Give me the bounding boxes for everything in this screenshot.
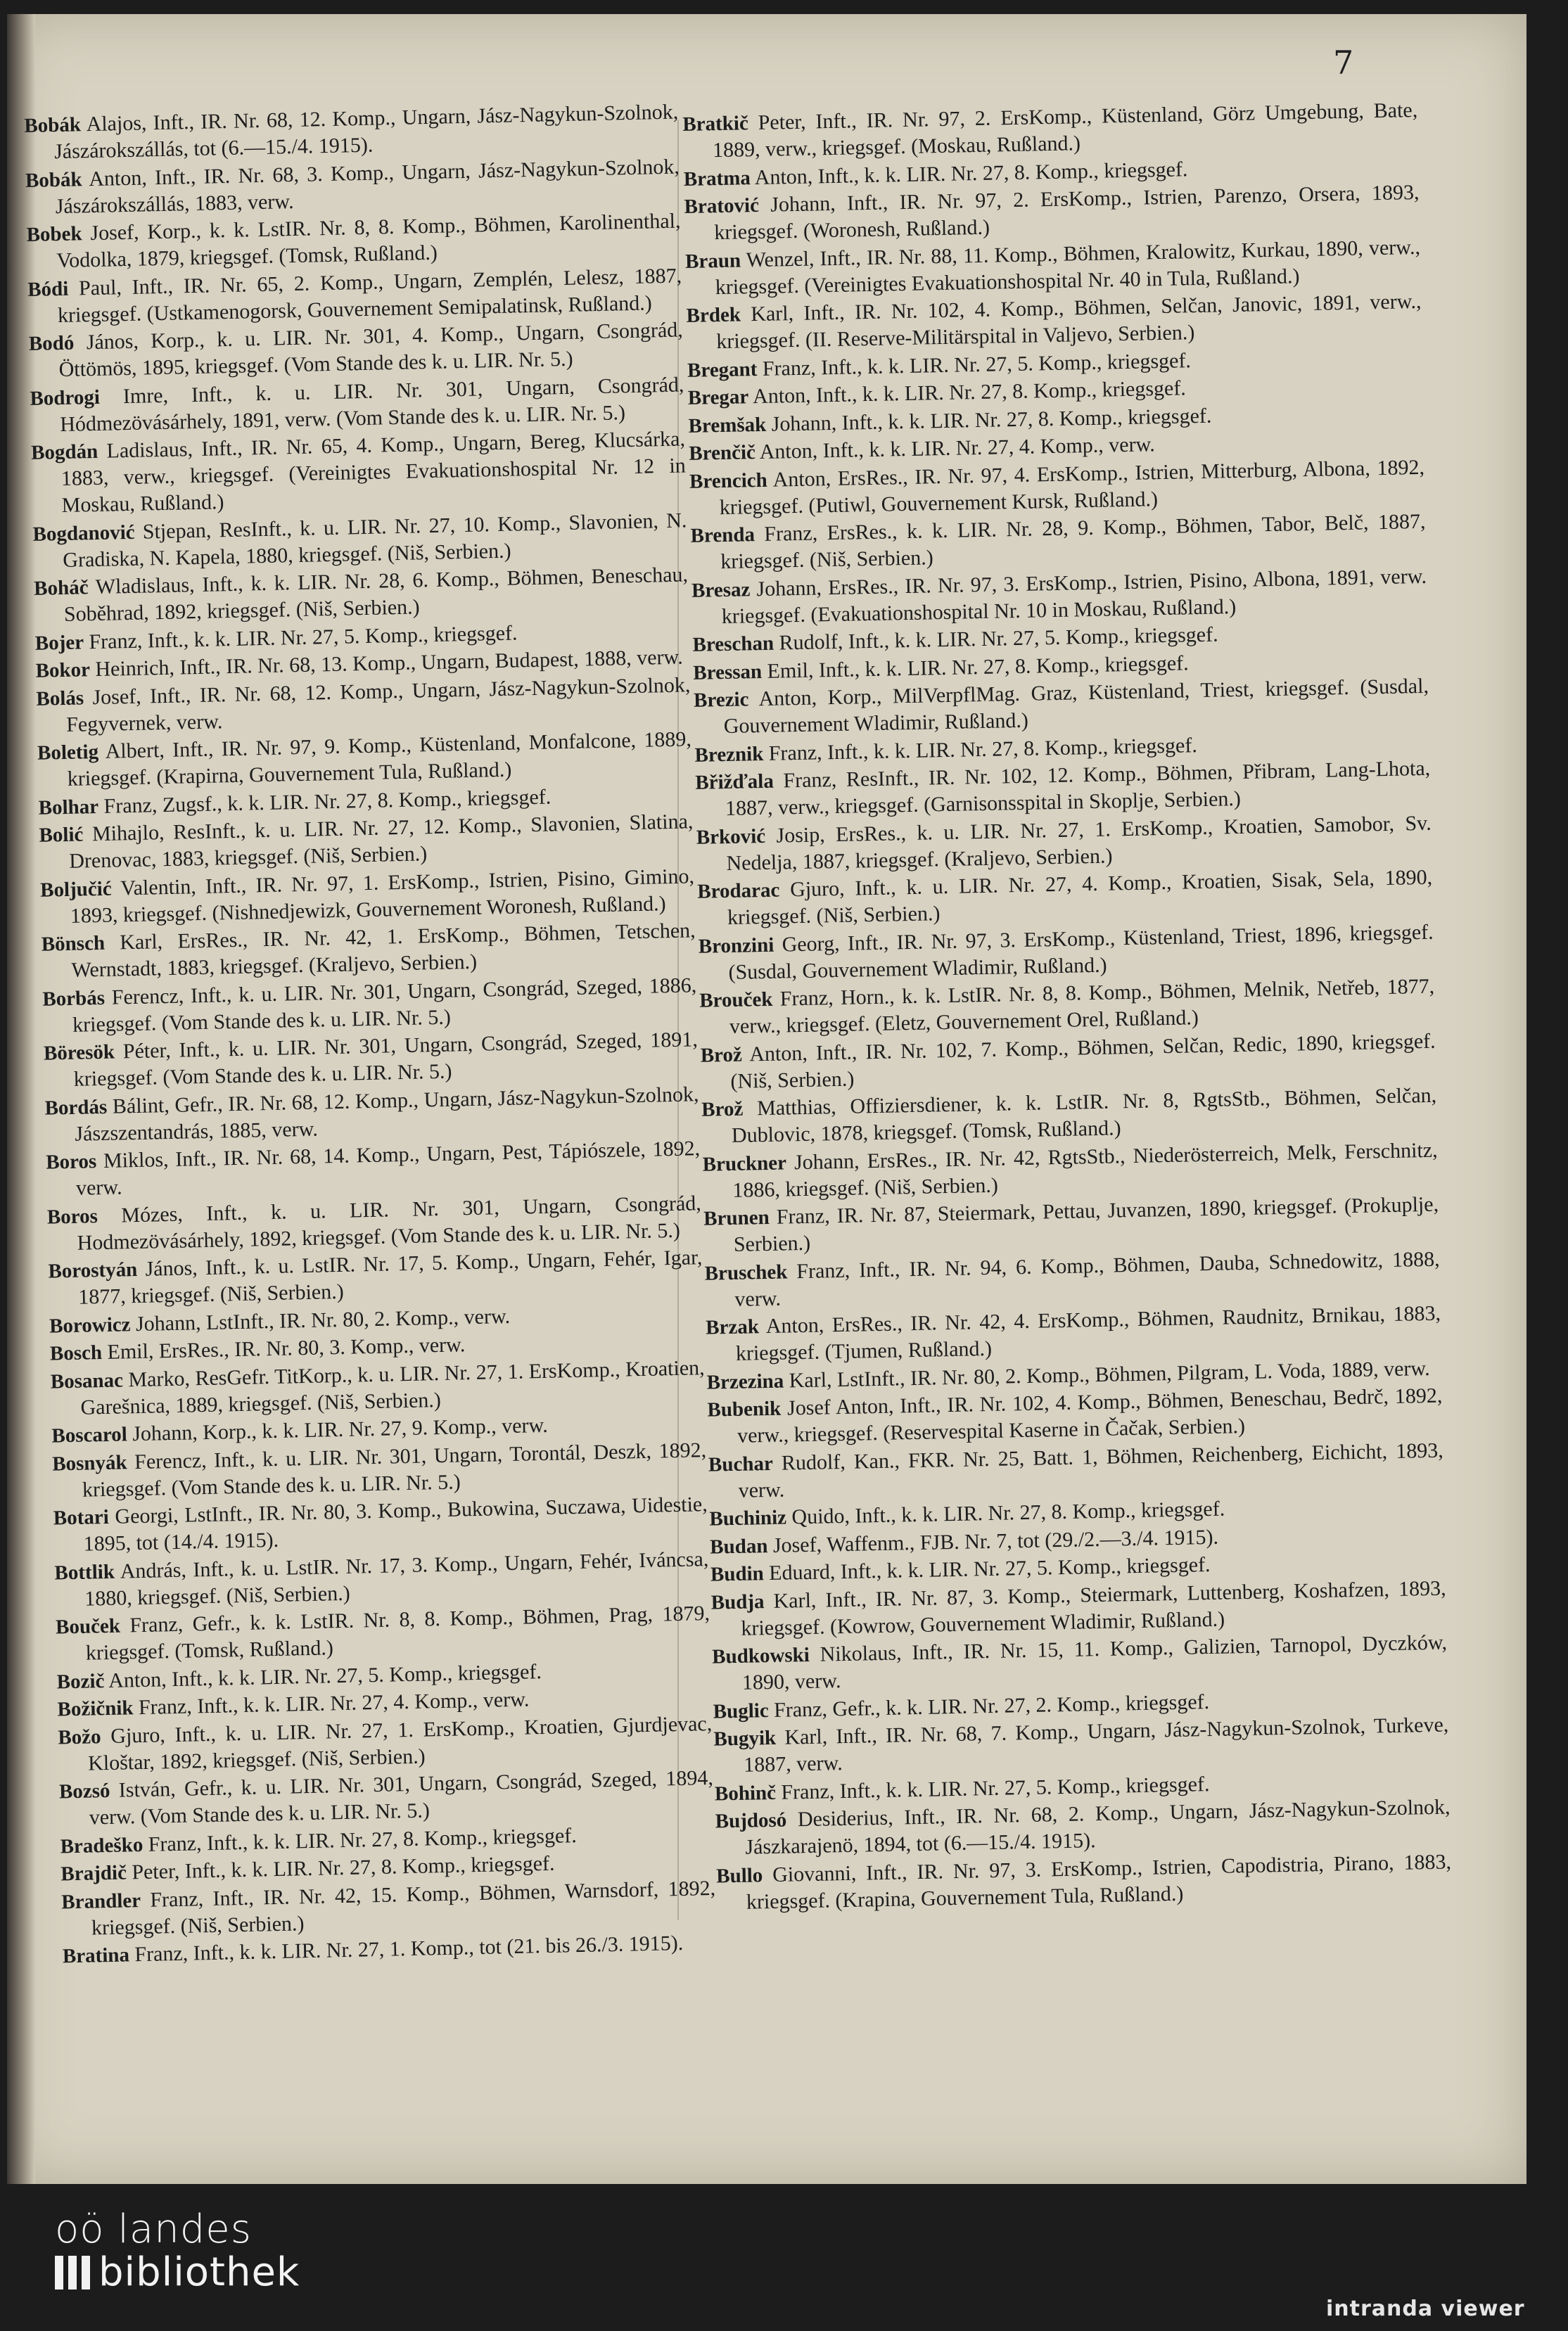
entry-details: Johann, Korp., k. k. LIR. Nr. 27, 9. Komp., verw. — [132, 1413, 549, 1446]
entry-surname: Borbás — [42, 986, 106, 1011]
entry-details: Franz, Gefr., k. k. LstIR. Nr. 8, 8. Komp., Böhmen, Prag, 1879, kriegsgef. (Tomsk, Rußland.) — [85, 1602, 710, 1665]
entry-details: Georgi, LstInft., IR. Nr. 80, 3. Komp., Bukowina, Suczawa, Uidestie, 1895, tot (14./4. 1915). — [83, 1493, 708, 1556]
entry-surname: Brencich — [689, 468, 768, 493]
entry-surname: Bosanac — [50, 1368, 124, 1393]
entry-details: Franz, Inft., k. k. LIR. Nr. 27, 5. Komp., kriegsgef. — [781, 1772, 1210, 1804]
entry-details: Ladislaus, Inft., IR. Nr. 65, 4. Komp., Ungarn, Bereg, Klucsárka, 1883, verw., kriegsgef. (Vereinigtes Evakuationshospital Nr. 12 in Moskau, Rußland.) — [60, 427, 687, 517]
entry-surname: Bogdanović — [32, 521, 135, 546]
entry-details: Marko, ResGefr. TitKorp., k. u. LIR. Nr. 27, 1. ErsKomp., Kroatien, Garešnica, 1889, kriegsgef. (Niš, Serbien.) — [80, 1355, 705, 1419]
entry-surname: Böresök — [43, 1040, 115, 1065]
entry-details: Stjepan, ResInft., k. u. LIR. Nr. 27, 10. Komp., Slavonien, N. Gradiska, N. Kapela, 1880, kriegsgef. (Niš, Serbien.) — [62, 508, 687, 572]
logo-line-top: oö landes — [55, 2207, 252, 2252]
entry-details: Rudolf, Inft., k. k. LIR. Nr. 27, 5. Komp., kriegsgef. — [779, 622, 1218, 655]
entry-surname: Budkowski — [711, 1643, 810, 1668]
entry-details: Anton, Inft., IR. Nr. 102, 7. Komp., Böhmen, Selčan, Redic, 1890, kriegsgef. (Niš, Serbien.) — [730, 1029, 1436, 1093]
entry-details: Mózes, Inft., k. u. LIR. Nr. 301, Ungarn, Csongrád, Hodmezövásárhely, 1892, kriegsgef. (Vom Stande des k. u. LIR. Nr. 5.) — [77, 1191, 702, 1255]
entry-details: Anton, Inft., k. k. LIR. Nr. 27, 8. Komp., kriegsgef. — [752, 376, 1187, 409]
entry-details: Peter, Inft., k. k. LIR. Nr. 27, 8. Komp., kriegsgef. — [132, 1851, 555, 1884]
entry-details: Franz, IR. Nr. 87, Steiermark, Pettau, Juvanzen, 1890, kriegsgef. (Prokuplje, Serbien.) — [733, 1192, 1439, 1256]
register-entry — [31, 426, 687, 519]
entry-surname: Bodrogi — [30, 385, 101, 410]
entry-surname: Braun — [684, 248, 741, 273]
entry-details: Alajos, Inft., IR. Nr. 68, 12. Komp., Ungarn, Jász-Nagykun-Szolnok, Jászárokszállás, tot (6.—15./4. 1915). — [53, 100, 679, 164]
entry-surname: Brković — [696, 824, 766, 849]
entry-surname: Bogdán — [30, 440, 98, 464]
entry-surname: Brzezina — [706, 1369, 784, 1394]
entry-details: Heinrich, Inft., IR. Nr. 68, 13. Komp., Ungarn, Budapest, 1888, verw. — [95, 645, 684, 682]
entry-details: Johann, LstInft., IR. Nr. 80, 2. Komp., verw. — [135, 1304, 511, 1336]
entry-surname: Bradeško — [60, 1833, 144, 1858]
entry-surname: Bruschek — [704, 1260, 788, 1285]
entry-surname: Bódi — [27, 277, 69, 301]
entry-details: Anton, Inft., k. k. LIR. Nr. 27, 8. Komp., kriegsgef. — [754, 157, 1188, 189]
entry-surname: Bratkič — [682, 112, 749, 136]
entry-surname: Buglic — [713, 1699, 769, 1723]
entry-details: Anton, ErsRes., IR. Nr. 42, 4. ErsKomp., Böhmen, Raudnitz, Brnikau, 1883, kriegsgef. (Tjumen, Rußland.) — [735, 1301, 1441, 1365]
entry-details: Emil, Inft., k. k. LIR. Nr. 27, 8. Komp., kriegsgef. — [767, 651, 1189, 683]
entry-surname: Bozsó — [58, 1779, 110, 1803]
entry-surname: Bouček — [55, 1614, 121, 1639]
entry-surname: Bottlik — [54, 1560, 115, 1585]
entry-details: Valentin, Inft., IR. Nr. 97, 1. ErsKomp., Istrien, Pisino, Gimino, 1893, kriegsgef. (Nishnedjewizk, Gouvernement Woronesh, Rußland.) — [70, 864, 695, 928]
entry-details: Ferencz, Inft., k. u. LIR. Nr. 301, Ungarn, Csongrád, Szeged, 1886, kriegsgef. (Vom Stande des k. u. LIR. Nr. 5.) — [72, 973, 697, 1037]
entry-surname: Botari — [53, 1505, 110, 1530]
entry-details: István, Gefr., k. u. LIR. Nr. 301, Ungarn, Csongrád, Szeged, 1894, verw. (Vom Stande des k. u. LIR. Nr. 5.) — [89, 1766, 714, 1829]
entry-details: Giovanni, Inft., IR. Nr. 97, 3. ErsKomp., Istrien, Capodistria, Pirano, 1883, kriegsgef. (Krapina, Gouvernement Tula, Rußland.) — [746, 1849, 1452, 1914]
entry-surname: Bruckner — [702, 1151, 787, 1176]
entry-surname: Bobák — [25, 167, 82, 192]
entry-surname: Božo — [58, 1725, 101, 1749]
entry-details: Anton, Inft., k. k. LIR. Nr. 27, 4. Komp., verw. — [759, 433, 1156, 464]
entry-surname: Bolić — [39, 823, 84, 847]
entry-surname: Borostyán — [48, 1258, 138, 1283]
entry-surname: Brajdič — [60, 1861, 127, 1886]
entry-surname: Brož — [701, 1097, 744, 1121]
entry-surname: Brandler — [60, 1889, 141, 1913]
entry-surname: Bugyik — [713, 1726, 777, 1751]
entry-details: Karl, LstInft., IR. Nr. 80, 2. Komp., Böhmen, Pilgram, L. Voda, 1889, verw. — [789, 1356, 1430, 1392]
entry-details: Miklos, Inft., IR. Nr. 68, 14. Komp., Ungarn, Pest, Tápiószele, 1892, verw. — [75, 1137, 701, 1200]
entry-details: Matthias, Offiziersdiener, k. k. LstIR. Nr. 8, RgtsStb., Böhmen, Selčan, Dublovic, 1878, kriegsgef. (Tomsk, Rußland.) — [731, 1083, 1437, 1147]
entry-details: Quido, Inft., k. k. LIR. Nr. 27, 8. Komp., kriegsgef. — [791, 1497, 1225, 1529]
entry-details: Karl, Inft., IR. Nr. 102, 4. Komp., Böhmen, Selčan, Janovic, 1891, verw., kriegsgef. (II. Reserve-Militärspital in Valjevo, Serbien.) — [715, 289, 1422, 354]
entry-surname: Bullo — [715, 1863, 763, 1888]
entry-details: Rudolf, Kan., FKR. Nr. 25, Batt. 1, Böhmen, Reichenberg, Eichicht, 1893, verw. — [738, 1438, 1444, 1502]
entry-surname: Bozič — [56, 1669, 105, 1694]
entry-details: Anton, ErsRes., IR. Nr. 97, 4. ErsKomp., Istrien, Mitterburg, Albona, 1892, kriegsgef. (Putiwl, Gouvernement Kursk, Rußland.) — [719, 455, 1425, 519]
entry-surname: Bodó — [28, 331, 75, 355]
entry-surname: Breschan — [692, 632, 775, 656]
entry-surname: Buchar — [708, 1452, 774, 1476]
entry-surname: Buchiniz — [709, 1506, 787, 1531]
entry-details: Wladislaus, Inft., k. k. LIR. Nr. 28, 6. Komp., Böhmen, Beneschau, Soběhrad, 1892, kriegsgef. (Niš, Serbien.) — [63, 563, 689, 626]
entry-surname: Boscarol — [51, 1423, 128, 1448]
entry-surname: Bobek — [26, 222, 82, 246]
entry-details: Karl, Inft., IR. Nr. 87, 3. Komp., Steiermark, Luttenberg, Koshafzen, 1893, kriegsgef. (Kowrow, Gouvernement Wladimir, Rußland.) — [741, 1576, 1446, 1640]
entry-details: Franz, Zugsf., k. k. LIR. Nr. 27, 8. Komp., kriegsgef. — [103, 785, 552, 818]
entry-details: Franz, Inft., k. k. LIR. Nr. 27, 8. Komp., kriegsgef. — [148, 1823, 578, 1856]
three-bars-icon — [55, 2256, 90, 2290]
entry-surname: Bressan — [693, 660, 763, 684]
entry-surname: Budan — [709, 1534, 768, 1559]
entry-details: Albert, Inft., IR. Nr. 97, 9. Komp., Küstenland, Monfalcone, 1889, kriegsgef. (Krapirna, Gouvernement Tula, Rußland.) — [67, 727, 692, 791]
entry-details: Josef, Inft., IR. Nr. 68, 12. Komp., Ungarn, Jász-Nagykun-Szolnok, Fegyvernek, verw. — [65, 672, 691, 736]
entry-surname: Bresaz — [691, 577, 751, 602]
entry-details: Franz, Gefr., k. k. LIR. Nr. 27, 2. Komp., kriegsgef. — [773, 1690, 1210, 1722]
entry-details: Desiderius, Inft., IR. Nr. 68, 2. Komp., Ungarn, Jász-Nagykun-Szolnok, Jászkarajenö, 1894, tot (6.—15./4. 1915). — [745, 1795, 1451, 1859]
library-logo[interactable] — [55, 2209, 300, 2294]
entry-surname: Boletig — [37, 740, 99, 765]
entry-details: Karl, Inft., IR. Nr. 68, 7. Komp., Ungarn, Jász-Nagykun-Szolnok, Turkeve, 1887, verw. — [743, 1713, 1449, 1777]
entry-details: Péter, Inft., k. u. LIR. Nr. 301, Ungarn, Csongrád, Szeged, 1891, kriegsgef. (Vom Stande des k. u. LIR. Nr. 5.) — [73, 1028, 699, 1091]
viewer-brand-label[interactable]: intranda viewer — [1326, 2297, 1525, 2321]
entry-surname: Bronzini — [698, 933, 775, 958]
scanned-page — [7, 14, 1526, 2184]
entry-surname: Bordás — [44, 1095, 108, 1120]
entry-surname: Bönsch — [41, 931, 106, 956]
entry-details: Josip, ErsRes., k. u. LIR. Nr. 27, 1. ErsKomp., Kroatien, Samobor, Sv. Nedelja, 1887, kriegsgef. (Kraljevo, Serbien.) — [726, 811, 1432, 875]
entry-details: András, Inft., k. u. LstIR. Nr. 17, 3. Komp., Ungarn, Fehér, Iváncsa, 1880, kriegsgef. (Niš, Serbien.) — [84, 1547, 709, 1611]
entry-surname: Bratović — [684, 193, 760, 218]
entry-details: Johann, ErsRes., IR. Nr. 97, 3. ErsKomp., Istrien, Pisino, Albona, 1891, verw. kriegsgef. (Evakuationshospital Nr. 10 in Moskau, Rußland.) — [721, 564, 1427, 628]
entry-details: Franz, Inft., IR. Nr. 42, 15. Komp., Böhmen, Warnsdorf, 1892, kriegsgef. (Niš, Serbien.) — [91, 1876, 716, 1940]
entry-surname: Bokor — [35, 658, 91, 682]
entry-surname: Bohinč — [714, 1781, 777, 1806]
entry-surname: Boljučić — [39, 877, 112, 902]
entry-details: Paul, Inft., IR. Nr. 65, 2. Komp., Ungarn, Zemplén, Lelesz, 1887, kriegsgef. (Ustkamenogorsk, Gouvernement Semipalatinsk, Rußland.) — [57, 263, 682, 327]
entry-details: Wenzel, Inft., IR. Nr. 88, 11. Komp., Böhmen, Kralowitz, Kurkau, 1890, verw., kriegsgef. (Vereinigtes Evakuationshospital Nr. 40 in Tula, Rußland.) — [715, 235, 1421, 299]
entry-surname: Bratma — [683, 166, 751, 191]
entry-details: Franz, Inft., k. k. LIR. Nr. 27, 5. Komp., kriegsgef. — [89, 620, 518, 653]
entry-details: Imre, Inft., k. u. LIR. Nr. 301, Ungarn, Csongrád, Hódmezövásárhely, 1891, verw. (Vom Stande des k. u. LIR. Nr. 5.) — [59, 372, 684, 436]
entry-details: Franz, ResInft., IR. Nr. 102, 12. Komp., Böhmen, Přibram, Lang-Lhota, 1887, verw., kriegsgef. (Garnisonsspital in Skoplje, Serbien.) — [725, 756, 1431, 821]
entry-details: Josef, Waffenm., FJB. Nr. 7, tot (29./2.—3./4. 1915). — [772, 1525, 1219, 1557]
logo-text-bibliothek: bibliothek — [98, 2249, 300, 2295]
entry-details: Mihajlo, ResInft., k. u. LIR. Nr. 27, 12. Komp., Slavonien, Slatina, Drenovac, 1883, kriegsgef. (Niš, Serbien.) — [68, 810, 694, 873]
entry-details: Emil, ErsRes., IR. Nr. 80, 3. Komp., verw. — [107, 1333, 466, 1364]
entry-surname: Bregant — [687, 357, 758, 382]
entry-surname: Bregar — [687, 385, 749, 409]
entry-details: Anton, Korp., MilVerpflMag. Graz, Küstenland, Triest, kriegsgef. (Susdal, Gouvernement Wladimir, Rußland.) — [723, 674, 1429, 739]
entry-surname: Boros — [45, 1150, 97, 1174]
entry-surname: Bratina — [62, 1943, 130, 1968]
entry-details: Franz, Inft., k. k. LIR. Nr. 27, 8. Komp., kriegsgef. — [768, 733, 1198, 765]
entry-details: Nikolaus, Inft., IR. Nr. 15, 11. Komp., Galizien, Tarnopol, Dyczków, 1890, verw. — [741, 1630, 1448, 1694]
entry-surname: Brož — [700, 1043, 743, 1067]
entry-details: Johann, ErsRes., IR. Nr. 42, RgtsStb., Niederösterreich, Melk, Ferschnitz, 1886, kriegsgef. (Niš, Serbien.) — [732, 1138, 1438, 1202]
entry-surname: Brezic — [693, 688, 749, 712]
entry-details: Franz, Inft., IR. Nr. 94, 6. Komp., Böhmen, Dauba, Schnedowitz, 1888, verw. — [734, 1247, 1440, 1311]
entry-surname: Boros — [46, 1204, 98, 1229]
entry-details: János, Inft., k. u. LstIR. Nr. 17, 5. Komp., Ungarn, Fehér, Igar, 1877, kriegsgef. (Niš, Serbien.) — [77, 1246, 703, 1309]
entry-details: Gjuro, Inft., k. u. LIR. Nr. 27, 4. Komp., Kroatien, Sisak, Sela, 1890, kriegsgef. (Niš, Serbien.) — [727, 865, 1433, 929]
entry-surname: Brunen — [703, 1206, 770, 1230]
entry-surname: Boháč — [33, 576, 89, 600]
entry-details: Josef, Korp., k. k. LstIR. Nr. 8, 8. Komp., Böhmen, Karolinenthal, Vodolka, 1879, kriegsgef. (Tomsk, Rußland.) — [56, 209, 681, 273]
entry-surname: Breznik — [694, 742, 764, 767]
entry-details: Anton, Inft., IR. Nr. 68, 3. Komp., Ungarn, Jász-Nagykun-Szolnok, Jászárokszállás, 1883, verw. — [55, 155, 680, 218]
right-column — [682, 97, 1452, 1917]
entry-surname: Bubenik — [707, 1397, 782, 1422]
entry-details: Georg, Inft., IR. Nr. 97, 3. ErsKomp., Küstenland, Triest, 1896, kriegsgef. (Susdal, Gouvernement Wladimir, Rußland.) — [728, 920, 1434, 984]
entry-surname: Bremšak — [688, 413, 767, 438]
entry-surname: Bujdosó — [715, 1808, 787, 1833]
entry-details: Franz, Inft., k. k. LIR. Nr. 27, 1. Komp., tot (21. bis 26./3. 1915). — [134, 1931, 684, 1967]
entry-details: Anton, Inft., k. k. LIR. Nr. 27, 5. Komp., kriegsgef. — [108, 1659, 542, 1692]
entry-surname: Budin — [710, 1562, 765, 1586]
left-column — [24, 99, 717, 1971]
page-number: 7 — [1333, 44, 1354, 82]
entry-surname: Bosnyák — [51, 1450, 127, 1476]
entry-details: Franz, Horn., k. k. LstIR. Nr. 8, 8. Komp., Böhmen, Melnik, Netřeb, 1877, verw., kriegsgef. (Eletz, Gouvernement Orel, Rußland.) — [729, 974, 1435, 1038]
entry-surname: Brzak — [705, 1315, 760, 1339]
entry-details: Gjuro, Inft., k. u. LIR. Nr. 27, 1. ErsKomp., Kroatien, Gjurdjevac, Kloštar, 1892, kriegsgef. (Niš, Serbien.) — [87, 1711, 713, 1775]
entry-details: Ferencz, Inft., k. u. LIR. Nr. 301, Ungarn, Torontál, Deszk, 1892, kriegsgef. (Vom Stande des k. u. LIR. Nr. 5.) — [82, 1438, 707, 1502]
entry-surname: Bobák — [24, 113, 82, 137]
entry-details: Karl, ErsRes., IR. Nr. 42, 1. ErsKomp., Böhmen, Tetschen, Wernstadt, 1883, kriegsgef. (Kraljevo, Serbien.) — [71, 919, 696, 982]
entry-details: Franz, ErsRes., k. k. LIR. Nr. 28, 9. Komp., Böhmen, Tabor, Belč, 1887, kriegsgef. (Niš, Serbien.) — [720, 509, 1426, 574]
entry-details: Eduard, Inft., k. k. LIR. Nr. 27, 5. Komp., kriegsgef. — [768, 1552, 1211, 1585]
entry-surname: Brenčič — [689, 441, 756, 465]
entry-surname: Brenda — [690, 523, 756, 547]
entry-surname: Brdek — [686, 303, 741, 327]
entry-surname: Budja — [710, 1590, 765, 1614]
entry-surname: Bolhar — [38, 795, 99, 819]
entry-surname: Bosch — [49, 1341, 103, 1365]
entry-details: Johann, Inft., IR. Nr. 97, 2. ErsKomp., Istrien, Parenzo, Orsera, 1893, kriegsgef. (Woronesh, Rußland.) — [714, 180, 1420, 245]
entry-surname: Borowicz — [49, 1313, 131, 1338]
entry-surname: Bolás — [36, 686, 84, 710]
entry-details: Johann, Inft., k. k. LIR. Nr. 27, 8. Komp., kriegsgef. — [771, 404, 1212, 436]
entry-details: Josef Anton, Inft., IR. Nr. 102, 4. Komp., Böhmen, Beneschau, Bedrč, 1892, verw., kriegsgef. (Reservespital Kaserne in Čačak, Serbien.) — [737, 1384, 1443, 1448]
entry-surname: Bojer — [34, 630, 84, 655]
entry-details: János, Korp., k. u. LIR. Nr. 301, 4. Komp., Ungarn, Csongrád, Öttömös, 1895, kriegsgef. (Vom Stande des k. u. LIR. Nr. 5.) — [58, 318, 684, 382]
entry-details: Bálint, Gefr., IR. Nr. 68, 12. Komp., Ungarn, Jász-Nagykun-Szolnok, Jászszentandrás, 1885, verw. — [75, 1082, 699, 1146]
entry-surname: Břižďala — [695, 769, 775, 794]
entry-details: Peter, Inft., IR. Nr. 97, 2. ErsKomp., Küstenland, Görz Umgebung, Bate, 1889, verw., kriegsgef. (Moskau, Rußland.) — [712, 98, 1418, 162]
entry-surname: Brouček — [699, 988, 773, 1012]
entry-surname: Brodarac — [697, 879, 780, 903]
entry-surname: Božičnik — [57, 1697, 134, 1721]
entry-details: Franz, Inft., k. k. LIR. Nr. 27, 5. Komp., kriegsgef. — [762, 348, 1192, 381]
entry-details: Franz, Inft., k. k. LIR. Nr. 27, 4. Komp., verw. — [138, 1687, 530, 1720]
logo-line-bottom — [55, 2251, 300, 2294]
